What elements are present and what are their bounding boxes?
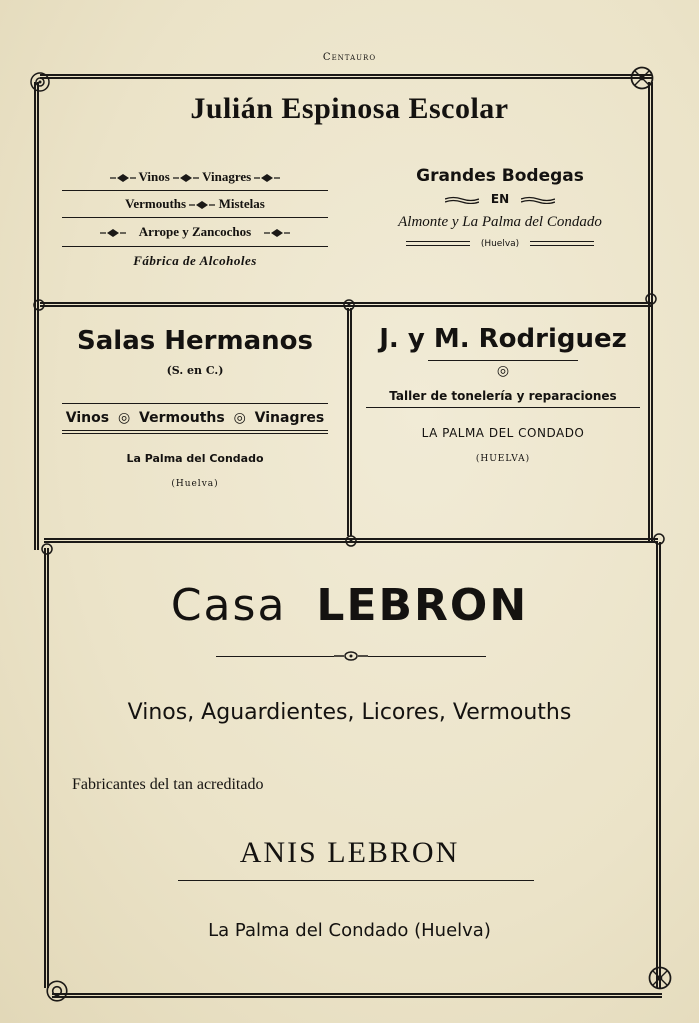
products-row-2 bbox=[58, 193, 332, 215]
diamond-ornament-icon bbox=[173, 174, 199, 182]
salas-product-vermouths: Vermouths bbox=[139, 410, 225, 426]
frame-bottom bbox=[52, 993, 662, 998]
espinosa-bodegas bbox=[350, 166, 650, 249]
products-row-3 bbox=[58, 220, 332, 244]
corner-ornament-icon bbox=[28, 70, 52, 94]
diamond-ornament-icon bbox=[264, 229, 290, 237]
junction-ornament-icon bbox=[642, 290, 660, 308]
target-ornament-icon: ◎ bbox=[233, 410, 246, 426]
bodegas-en-row bbox=[350, 192, 650, 206]
product-arrope: Arrope y Zancochos bbox=[138, 224, 252, 239]
product-mistelas: Mistelas bbox=[218, 196, 265, 211]
lebron-name: LEBRON bbox=[316, 580, 529, 631]
bodegas-en: EN bbox=[490, 192, 510, 206]
bodegas-province: (Huelva) bbox=[480, 239, 520, 249]
wave-ornament-icon bbox=[521, 196, 555, 204]
diamond-ornament-icon bbox=[110, 174, 136, 182]
divider-middle-vertical bbox=[347, 308, 352, 536]
salas-name: Salas Hermanos bbox=[77, 326, 313, 356]
salas-company: (S. en C.) bbox=[166, 364, 224, 377]
rodriguez-province: (HUELVA) bbox=[475, 454, 531, 464]
lebron-rule-left bbox=[216, 656, 334, 657]
salas-ad bbox=[50, 326, 340, 489]
target-ornament-icon: ◎ bbox=[496, 363, 510, 379]
junction-ornament-icon bbox=[38, 540, 56, 558]
rodriguez-town: LA PALMA DEL CONDADO bbox=[421, 426, 585, 440]
frame-left bbox=[34, 82, 39, 550]
corner-ornament-icon bbox=[646, 964, 674, 992]
scroll-ornament-icon bbox=[334, 650, 368, 662]
lebron-products: Vinos, Aguardientes, Licores, Vermouths bbox=[127, 700, 572, 725]
lebron-rule-right bbox=[368, 656, 486, 657]
rodriguez-name: J. y M. Rodriguez bbox=[379, 324, 627, 354]
junction-ornament-icon bbox=[650, 530, 668, 548]
junction-ornament-icon bbox=[340, 296, 358, 314]
rodriguez-workshop: Taller de tonelería y reparaciones bbox=[389, 389, 617, 403]
rodriguez-ad bbox=[358, 324, 648, 464]
target-ornament-icon: ◎ bbox=[117, 410, 131, 426]
salas-products bbox=[50, 410, 340, 426]
diamond-ornament-icon bbox=[189, 201, 215, 209]
diamond-ornament-icon bbox=[254, 174, 280, 182]
bodegas-places: Almonte y La Palma del Condado bbox=[398, 214, 602, 230]
espinosa-name: Julián Espinosa Escolar bbox=[190, 92, 509, 125]
salas-town: La Palma del Condado bbox=[126, 452, 264, 465]
bodegas-province-row bbox=[350, 239, 650, 249]
lebron-address: La Palma del Condado (Huelva) bbox=[208, 920, 491, 941]
product-vinos: Vinos bbox=[138, 169, 170, 184]
product-vinagres: Vinagres bbox=[202, 169, 252, 184]
frame-right bbox=[648, 82, 653, 542]
junction-ornament-icon bbox=[30, 296, 48, 314]
junction-ornament-icon bbox=[342, 532, 360, 550]
lebron-headline bbox=[0, 580, 699, 631]
products-row-1 bbox=[58, 166, 332, 188]
lebron-brand-rule bbox=[178, 880, 534, 881]
corner-ornament-icon bbox=[628, 64, 656, 92]
salas-product-vinagres: Vinagres bbox=[254, 410, 325, 426]
bodegas-title: Grandes Bodegas bbox=[416, 166, 584, 186]
lebron-brand: ANIS LEBRON bbox=[239, 836, 460, 869]
running-head: Centauro bbox=[322, 52, 377, 63]
lebron-casa: Casa bbox=[170, 580, 287, 631]
salas-product-vinos: Vinos bbox=[65, 410, 110, 426]
wave-ornament-icon bbox=[445, 196, 479, 204]
factory-line: Fábrica de Alcoholes bbox=[133, 253, 257, 268]
salas-province: (Huelva) bbox=[171, 479, 219, 489]
espinosa-products bbox=[58, 166, 332, 269]
frame-top bbox=[40, 74, 652, 79]
lebron-tagline: Fabricantes del tan acreditado bbox=[72, 776, 264, 793]
product-vermouths: Vermouths bbox=[125, 196, 187, 211]
corner-ornament-icon bbox=[44, 978, 70, 1004]
diamond-ornament-icon bbox=[100, 229, 126, 237]
